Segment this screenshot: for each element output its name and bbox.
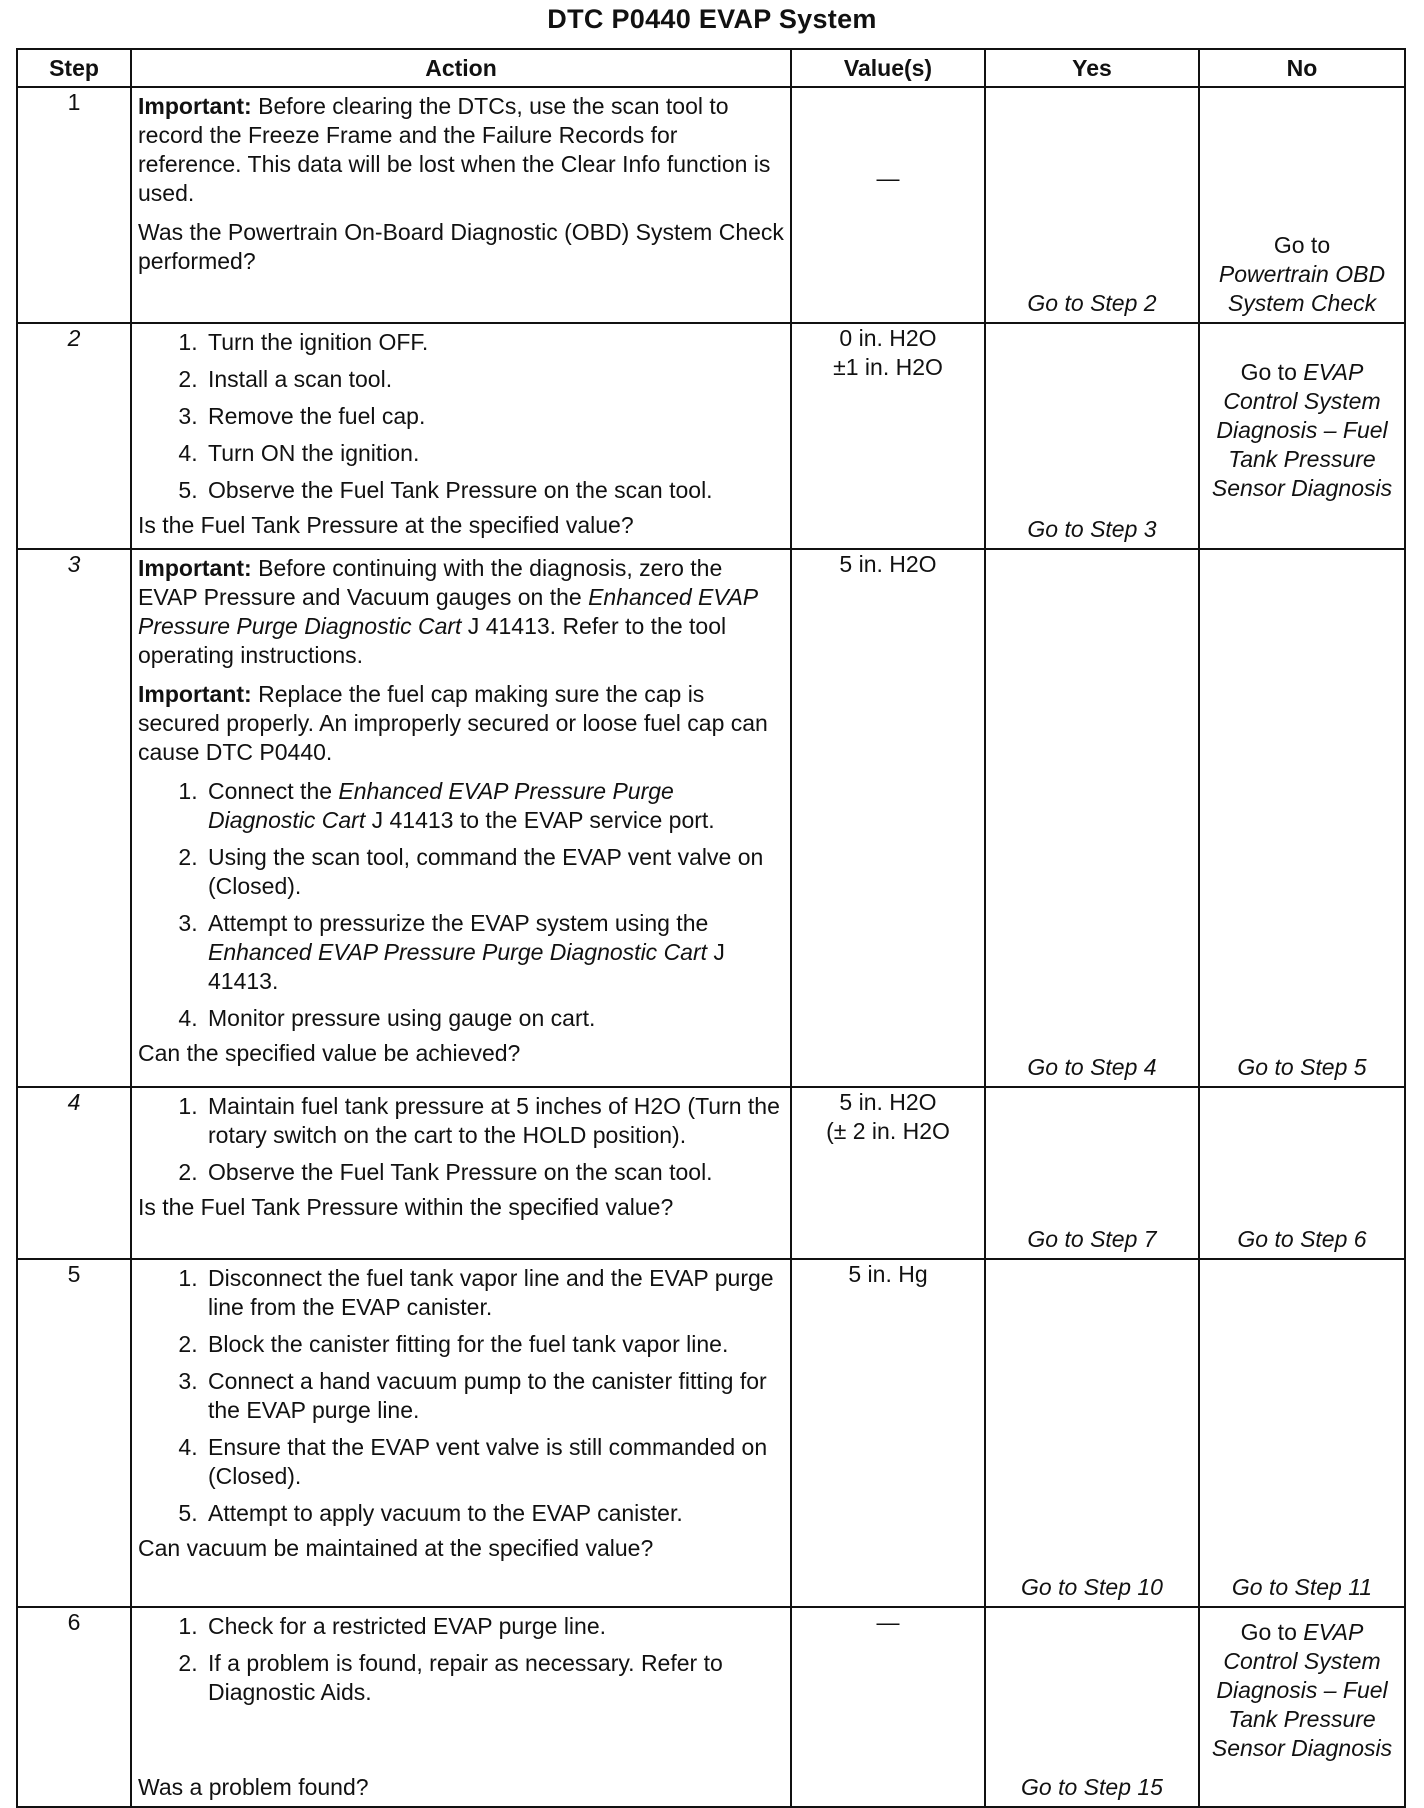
tool-name: Enhanced EVAP Pressure Purge Diagnostic Cart <box>208 939 708 965</box>
action-cell <box>131 1087 791 1259</box>
action-cell <box>131 323 791 549</box>
value-cell <box>791 1087 985 1259</box>
yes-cell <box>985 1259 1199 1607</box>
yes-goto-link[interactable]: Go to Step 2 <box>1027 290 1157 316</box>
no-goto-prefix: Go to <box>1240 1619 1304 1645</box>
list-item: 5. Attempt to apply vacuum to the EVAP canister. <box>204 1499 784 1528</box>
yes-cell <box>985 323 1199 549</box>
value-cell: — <box>791 1607 985 1807</box>
action-cell <box>131 1259 791 1607</box>
table-row-step-5 <box>17 1259 1405 1607</box>
important-text: Before continuing with the diagnosis, zero the EVAP Pressure and Vacuum gauges on the <box>138 555 723 610</box>
no-cell <box>1199 1087 1405 1259</box>
no-goto-prefix: Go to <box>1273 232 1331 258</box>
header-action: Action <box>131 49 791 87</box>
action-list <box>138 1092 784 1187</box>
important-note <box>138 680 784 767</box>
step-number-text: 2 <box>67 325 81 351</box>
list-item: 1. Turn the ignition OFF. <box>204 328 784 357</box>
step-number <box>17 1087 131 1259</box>
no-goto-target: EVAP Control System Diagnosis – Fuel Tank Pressure Sensor Diagnosis <box>1211 359 1393 501</box>
list-item: 2. Observe the Fuel Tank Pressure on the scan tool. <box>204 1158 784 1187</box>
important-label: Important: <box>138 555 252 581</box>
step-number-text: 3 <box>67 551 81 577</box>
list-item: 5. Observe the Fuel Tank Pressure on the scan tool. <box>204 476 784 505</box>
step-question: Is the Fuel Tank Pressure within the specified value? <box>138 1194 674 1220</box>
header-values: Value(s) <box>791 49 985 87</box>
tool-name: Enhanced EVAP Pressure Purge Diagnostic Cart <box>208 778 674 833</box>
important-note <box>138 92 784 208</box>
step-number <box>17 323 131 549</box>
step-question: Can the specified value be achieved? <box>138 1040 521 1066</box>
no-cell <box>1199 87 1405 323</box>
list-text: J 41413. <box>208 939 725 994</box>
list-item: 2. If a problem is found, repair as necessary. Refer to Diagnostic Aids. <box>204 1649 784 1707</box>
no-goto-link[interactable] <box>1202 358 1402 503</box>
diagnostic-table <box>16 48 1406 1808</box>
no-goto-prefix: Go to <box>1240 359 1304 385</box>
important-text: Before clearing the DTCs, use the scan tool to record the Freeze Frame and the Failure Records for reference. This data will be lost when the Clear Info function is used. <box>138 93 771 206</box>
step-number-text: 4 <box>67 1089 81 1115</box>
yes-goto-link[interactable]: Go to Step 10 <box>1021 1574 1163 1600</box>
yes-cell <box>985 549 1199 1087</box>
list-item: 1. Maintain fuel tank pressure at 5 inches of H2O (Turn the rotary switch on the cart to the HOLD position). <box>204 1092 784 1150</box>
no-goto-link[interactable] <box>1202 1618 1402 1763</box>
step-question: Can vacuum be maintained at the specified value? <box>138 1535 654 1561</box>
action-cell <box>131 549 791 1087</box>
step-question: Was a problem found? <box>138 1774 369 1800</box>
table-header-row <box>17 49 1405 87</box>
no-cell <box>1199 1259 1405 1607</box>
table-row-step-6 <box>17 1607 1405 1807</box>
no-cell <box>1199 1607 1405 1807</box>
yes-cell <box>985 1607 1199 1807</box>
list-item: 2. Install a scan tool. <box>204 365 784 394</box>
no-goto-target: EVAP Control System Diagnosis – Fuel Tank Pressure Sensor Diagnosis <box>1211 1619 1393 1761</box>
list-item: 3. Remove the fuel cap. <box>204 402 784 431</box>
list-item: 4. Monitor pressure using gauge on cart. <box>204 1004 784 1033</box>
value-line: 5 in. H2O <box>839 1089 937 1115</box>
action-list <box>138 1264 784 1528</box>
no-goto-link[interactable]: Go to Step 11 <box>1231 1574 1373 1600</box>
list-text: Connect the <box>208 778 339 804</box>
value-cell <box>791 323 985 549</box>
yes-cell <box>985 1087 1199 1259</box>
list-item <box>204 909 784 996</box>
value-line: (± 2 in. H2O <box>826 1118 950 1144</box>
value-line: 0 in. H2O <box>839 325 937 351</box>
important-note <box>138 554 784 670</box>
list-text: Attempt to pressurize the EVAP system using the <box>208 910 709 936</box>
list-item: 3. Connect a hand vacuum pump to the canister fitting for the EVAP purge line. <box>204 1367 784 1425</box>
action-cell <box>131 87 791 323</box>
step-number: 6 <box>17 1607 131 1807</box>
list-item <box>204 777 784 835</box>
no-goto-link[interactable]: Go to Step 5 <box>1237 1054 1367 1080</box>
yes-goto-link[interactable]: Go to Step 15 <box>1021 1774 1163 1800</box>
value-text: — <box>876 165 900 191</box>
list-item: 2. Using the scan tool, command the EVAP vent valve on (Closed). <box>204 843 784 901</box>
value-cell <box>791 87 985 323</box>
step-question: Was the Powertrain On-Board Diagnostic (OBD) System Check performed? <box>138 219 784 274</box>
tool-name: Enhanced EVAP Pressure Purge Diagnostic Cart <box>138 584 758 639</box>
list-item: 4. Turn ON the ignition. <box>204 439 784 468</box>
yes-cell <box>985 87 1199 323</box>
table-row-step-3 <box>17 549 1405 1087</box>
yes-goto-link[interactable]: Go to Step 4 <box>1027 1054 1157 1080</box>
action-list <box>138 328 784 505</box>
no-goto-link[interactable]: Go to Step 6 <box>1237 1226 1367 1252</box>
yes-goto-link[interactable]: Go to Step 3 <box>1027 516 1157 542</box>
list-item: 1. Check for a restricted EVAP purge line. <box>204 1612 784 1641</box>
list-text: J 41413 to the EVAP service port. <box>365 807 715 833</box>
important-text: Replace the fuel cap making sure the cap is secured properly. An improperly secured or loose fuel cap can cause DTC P0440. <box>138 681 768 765</box>
value-cell: 5 in. H2O <box>791 549 985 1087</box>
action-list <box>138 1612 784 1707</box>
step-number: 5 <box>17 1259 131 1607</box>
action-list <box>138 777 784 1033</box>
step-number <box>17 549 131 1087</box>
table-row-step-1 <box>17 87 1405 323</box>
no-goto-link[interactable] <box>1202 231 1402 318</box>
important-label: Important: <box>138 681 252 707</box>
header-step: Step <box>17 49 131 87</box>
important-label: Important: <box>138 93 252 119</box>
no-cell <box>1199 323 1405 549</box>
value-cell: 5 in. Hg <box>791 1259 985 1607</box>
list-item: 2. Block the canister fitting for the fuel tank vapor line. <box>204 1330 784 1359</box>
list-item: 4. Ensure that the EVAP vent valve is still commanded on (Closed). <box>204 1433 784 1491</box>
page-title: DTC P0440 EVAP System <box>547 4 877 34</box>
header-yes: Yes <box>985 49 1199 87</box>
no-goto-target: Powertrain OBD System Check <box>1218 261 1386 316</box>
action-cell <box>131 1607 791 1807</box>
value-line: ±1 in. H2O <box>833 354 943 380</box>
yes-goto-link[interactable]: Go to Step 7 <box>1027 1226 1157 1252</box>
important-text: J 41413. Refer to the tool operating instructions. <box>138 613 727 668</box>
table-row-step-2 <box>17 323 1405 549</box>
table-row-step-4 <box>17 1087 1405 1259</box>
step-question: Is the Fuel Tank Pressure at the specified value? <box>138 512 634 538</box>
no-cell <box>1199 549 1405 1087</box>
header-no: No <box>1199 49 1405 87</box>
step-number: 1 <box>17 87 131 323</box>
list-item: 1. Disconnect the fuel tank vapor line and the EVAP purge line from the EVAP canister. <box>204 1264 784 1322</box>
